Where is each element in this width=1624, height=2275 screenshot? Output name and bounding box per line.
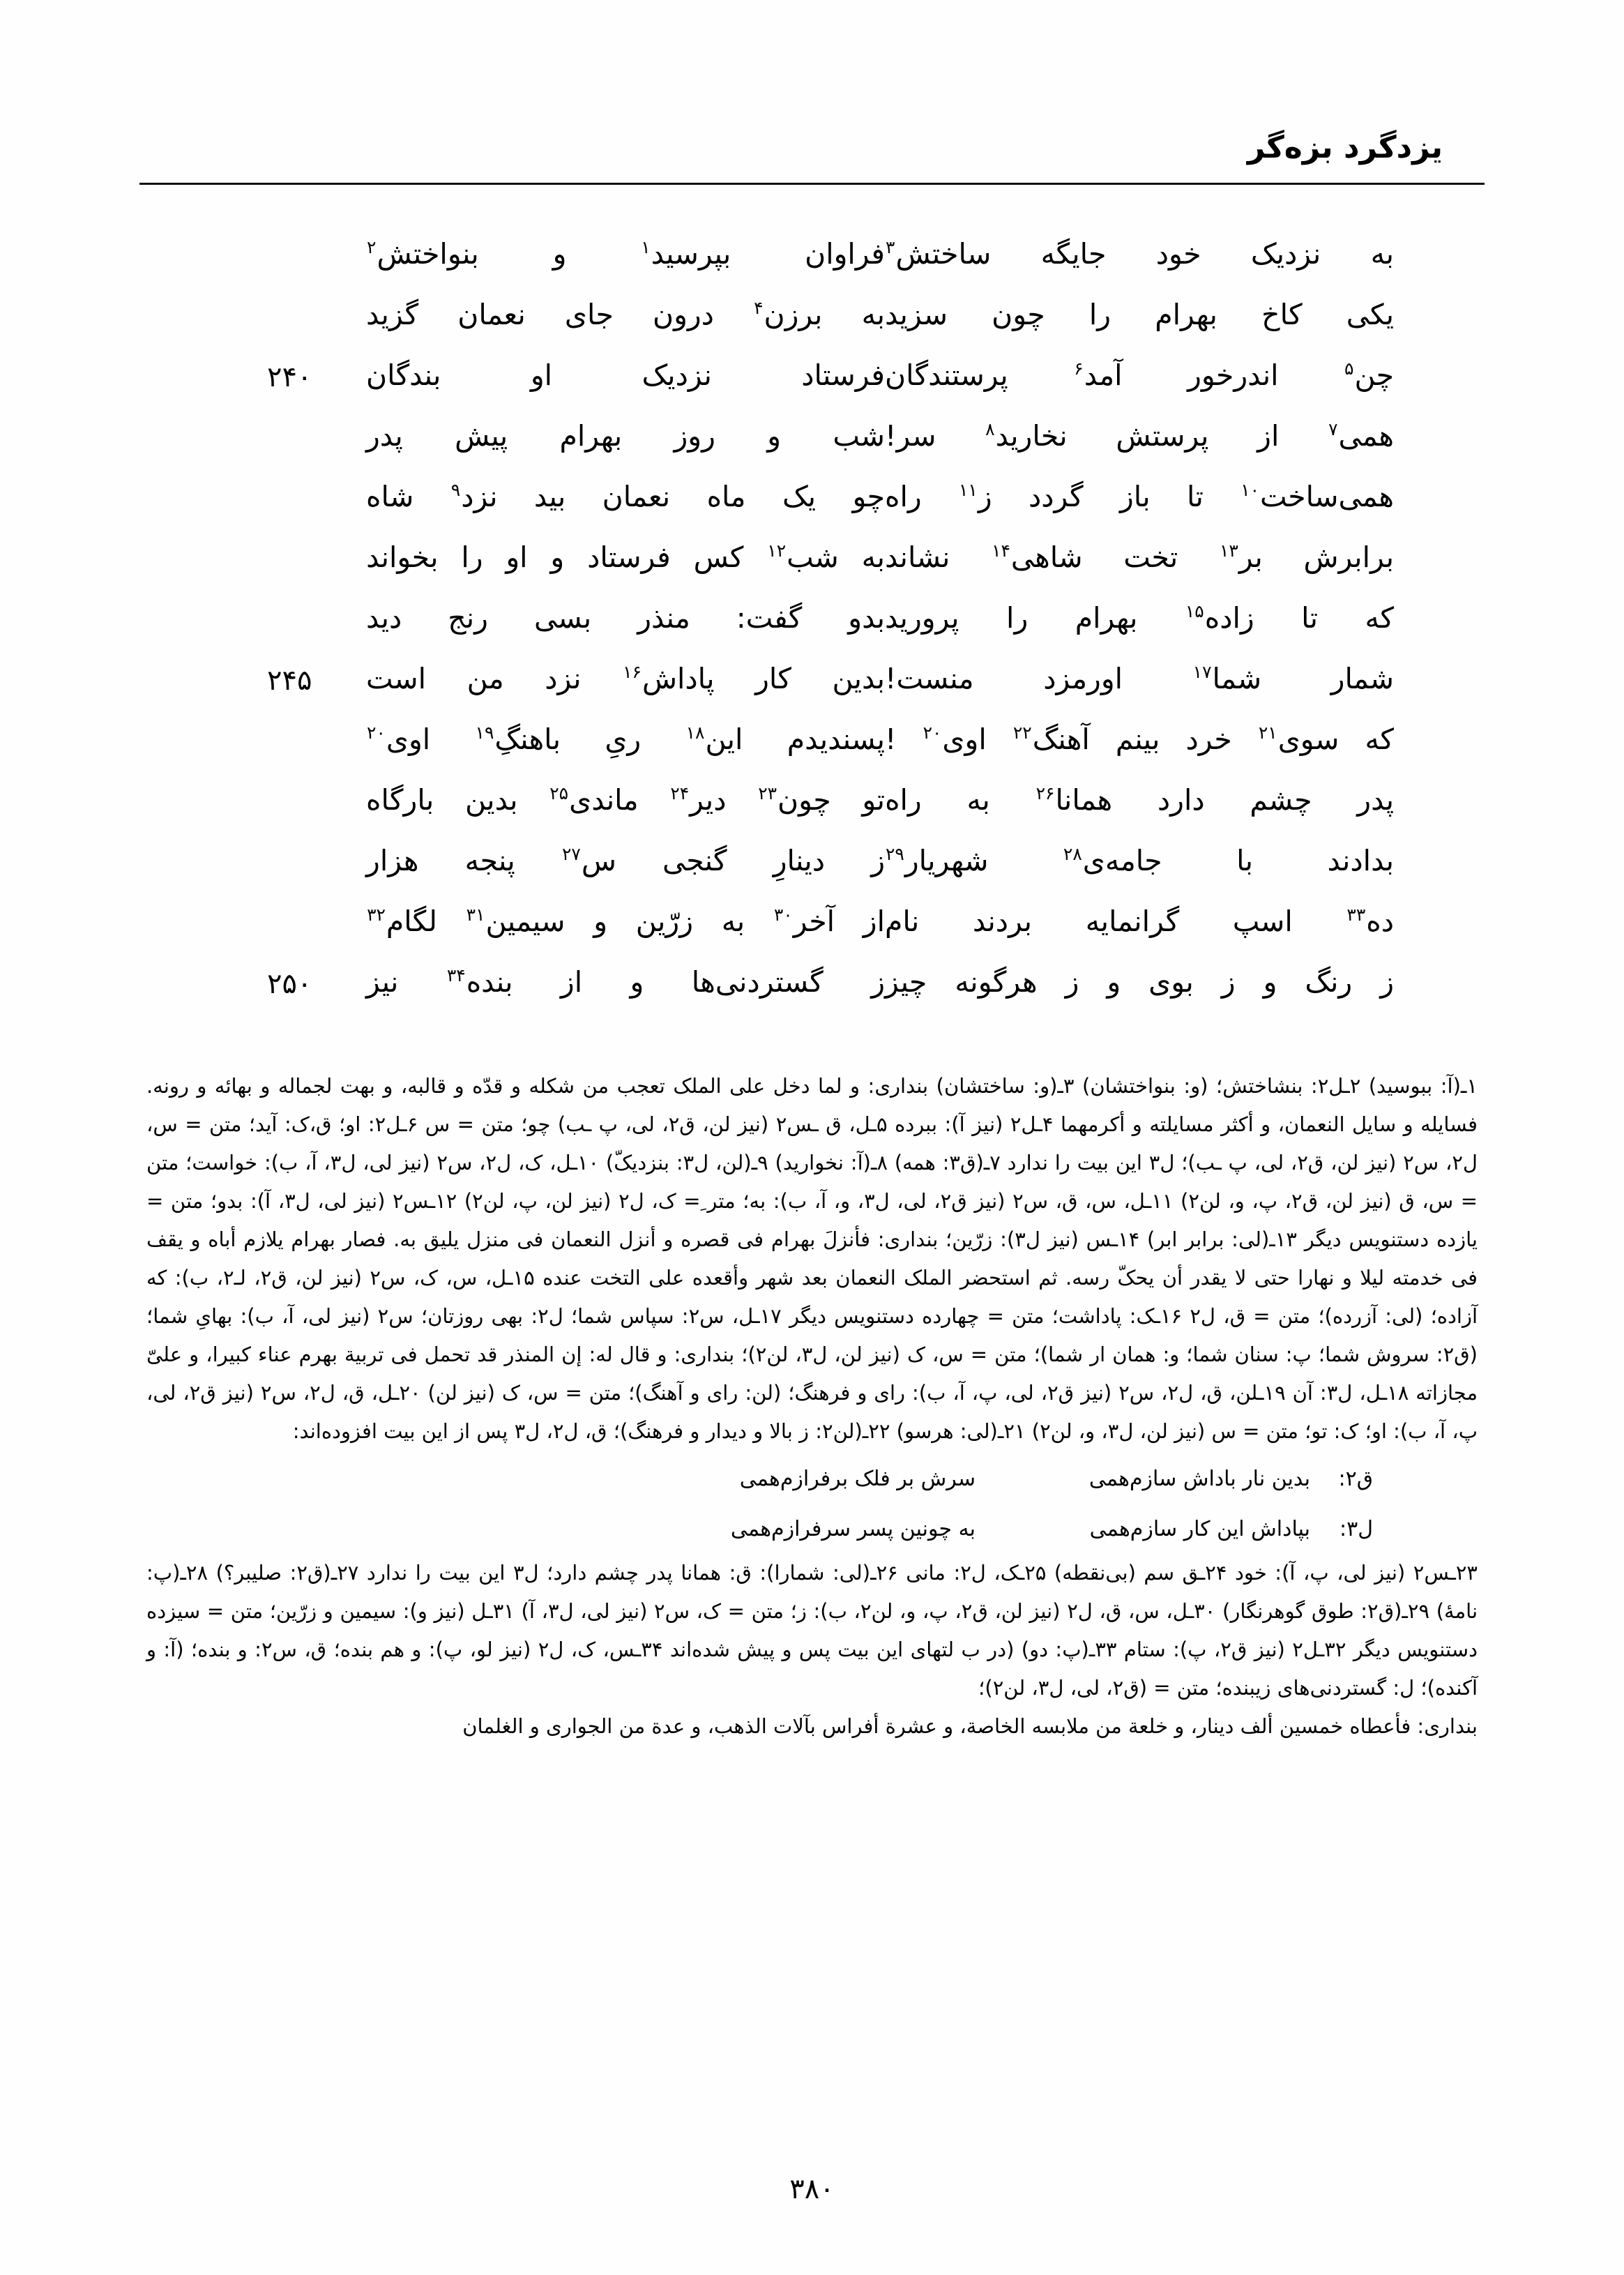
footnote-marker: ۱۴ bbox=[992, 541, 1010, 561]
verse-word: چشم bbox=[1250, 783, 1312, 817]
verse-word: تا bbox=[1301, 601, 1319, 635]
header-rule bbox=[139, 183, 1485, 185]
verse-word: و bbox=[593, 905, 608, 938]
verse-word: باهنگِ$^{۱۹}$ bbox=[475, 723, 561, 756]
verse-number bbox=[257, 776, 341, 786]
verse-word: ساختش$^۳$ bbox=[886, 237, 992, 271]
verse-word: نزد bbox=[545, 662, 582, 695]
hemistich-right bbox=[341, 412, 885, 453]
verse-word: چون$^{۲۳}$ bbox=[758, 783, 831, 817]
verse-number: ۲۴۵ bbox=[267, 665, 312, 697]
verse-word: و bbox=[1107, 965, 1121, 999]
verse-word: و bbox=[1263, 965, 1277, 999]
verse-word: بر$^{۱۳}$ bbox=[1219, 541, 1263, 574]
verse-word: بپرسید$^۱$ bbox=[641, 237, 731, 271]
manuscript-siglum: ل۳: bbox=[1339, 1517, 1373, 1541]
verse-word: رنگ bbox=[1305, 965, 1353, 999]
hemistich-right bbox=[341, 958, 885, 999]
verse-word: به bbox=[721, 905, 745, 938]
footnote-marker: ۱۱ bbox=[958, 480, 978, 501]
hemistich-left bbox=[885, 837, 1415, 877]
verse-word: را bbox=[1088, 298, 1111, 331]
verse-word: شمار bbox=[1330, 662, 1394, 695]
verse-word: پدر bbox=[1357, 783, 1394, 817]
hemistich-left bbox=[885, 716, 1415, 756]
verse-word: خود bbox=[1155, 237, 1201, 271]
verse-number: ۲۵۰ bbox=[267, 968, 312, 1000]
footnote-marker: ۲۷ bbox=[561, 844, 581, 865]
verse-word: پنجه bbox=[464, 844, 515, 877]
verse-word: و bbox=[552, 237, 567, 271]
verse-word: اندرخور bbox=[1187, 358, 1279, 392]
hemistich-right bbox=[341, 473, 885, 513]
footnote-marker: ۶ bbox=[1074, 358, 1084, 379]
verse-word: خرد bbox=[1185, 723, 1232, 756]
footnote-marker: ۱۶ bbox=[623, 662, 642, 683]
verse-word: شهریار$^{۲۹}$ bbox=[886, 844, 989, 877]
hemistich-right bbox=[341, 594, 885, 635]
hemistich-right bbox=[341, 534, 885, 574]
footnote-marker: ۹ bbox=[450, 480, 461, 501]
verse-line bbox=[209, 534, 1415, 594]
verse-number bbox=[257, 412, 341, 422]
hemistich-left bbox=[885, 473, 1415, 513]
verse-word: بهرام bbox=[1155, 298, 1217, 331]
hemistich-left bbox=[885, 534, 1415, 574]
footnote-marker: ۴ bbox=[754, 298, 764, 319]
verse-word: آخر$^{۳۰}$ bbox=[773, 905, 835, 938]
verse-word: اسپ bbox=[1232, 905, 1293, 938]
verse-word: روز bbox=[674, 419, 715, 453]
verse-word: چو bbox=[852, 480, 885, 513]
verse-word: زاده$^{۱۵}$ bbox=[1185, 601, 1254, 635]
verse-word: شما$^{۱۷}$ bbox=[1192, 662, 1262, 695]
verse-word: تخت bbox=[1123, 541, 1178, 574]
verse-word: دیر$^{۲۴}$ bbox=[670, 783, 727, 817]
verse-word: از bbox=[863, 905, 885, 938]
verse-word: منذر bbox=[637, 601, 690, 635]
verse-word: ز bbox=[1380, 965, 1394, 999]
verse-word: گرانمایه bbox=[1085, 905, 1180, 938]
footnote-marker: ۸ bbox=[985, 419, 995, 440]
verse-word: همی$^۷$ bbox=[1328, 419, 1394, 453]
verse-number bbox=[257, 291, 341, 301]
running-header bbox=[139, 130, 1485, 195]
verse-word: آمد$^۶$ bbox=[1074, 358, 1123, 392]
footnote-marker: ۲ bbox=[367, 237, 377, 258]
verse-word: نعمان bbox=[457, 298, 526, 331]
verse-line bbox=[209, 594, 1415, 655]
verse-word: باز bbox=[1119, 480, 1151, 513]
inserted-hemistich-first: بدین نار باداش سازم‌همی bbox=[1088, 1467, 1310, 1491]
inserted-hemistich-second: سرش بر فلک برفرازم‌همی bbox=[739, 1467, 976, 1491]
verse-word: چون bbox=[992, 298, 1045, 331]
verse-word: پدر bbox=[366, 419, 403, 453]
footnote-marker: ۲۶ bbox=[1035, 783, 1055, 804]
verse-word: یکی bbox=[1346, 298, 1394, 331]
verse-word: او bbox=[530, 358, 553, 392]
verse-word: و bbox=[550, 541, 565, 574]
verse-word: و bbox=[767, 419, 782, 453]
verse-word: ز bbox=[1221, 965, 1236, 999]
verse-word: است bbox=[366, 662, 427, 695]
verse-number bbox=[257, 837, 341, 847]
verse-word: رنج bbox=[448, 601, 488, 635]
verse-word: لگام$^{۳۲}$ bbox=[367, 905, 437, 938]
page-number: ۳۸۰ bbox=[789, 2173, 835, 2205]
verse-word: را bbox=[461, 541, 483, 574]
verse-word: ! bbox=[885, 723, 897, 756]
inserted-verse-line bbox=[146, 1458, 1478, 1501]
verse-word: به bbox=[861, 298, 885, 331]
hemistich-right bbox=[341, 230, 885, 271]
verse-word: نزدیک bbox=[642, 358, 712, 392]
verse-word: برزن$^۴$ bbox=[754, 298, 823, 331]
footnote-marker: ۳۲ bbox=[367, 905, 386, 925]
hemistich-left bbox=[885, 594, 1415, 635]
verse-word: اوی$^{۲۰}$ bbox=[367, 723, 431, 756]
apparatus-criticus bbox=[146, 1067, 1478, 1746]
verse-number: ۲۴۰ bbox=[267, 361, 312, 393]
verse-word: گستردنی‌ها bbox=[691, 965, 824, 999]
verse-word: کاخ bbox=[1261, 298, 1303, 331]
verse-line bbox=[209, 716, 1415, 776]
verse-line bbox=[209, 776, 1415, 837]
hemistich-left bbox=[885, 291, 1415, 331]
verse-word: این$^{۱۸}$ bbox=[685, 723, 743, 756]
footnote-marker: ۱۲ bbox=[767, 541, 787, 561]
footnote-marker: ۱۸ bbox=[685, 723, 705, 743]
verse-word: نزدیک bbox=[1250, 237, 1321, 271]
verse-word: بوی bbox=[1148, 965, 1194, 999]
verse-word: زرّین bbox=[635, 905, 694, 938]
chapter-title: یزدگرد بزه‌گر bbox=[1247, 130, 1443, 165]
hemistich-right bbox=[341, 655, 885, 695]
verse-word: گفت: bbox=[736, 601, 803, 635]
verse-word: شب$^{۱۲}$ bbox=[767, 541, 839, 574]
verse-word: بهرام bbox=[1075, 601, 1138, 635]
hemistich-left bbox=[885, 655, 1415, 695]
verse-number bbox=[257, 898, 341, 907]
footnote-marker: ۲۹ bbox=[886, 844, 904, 865]
verse-number bbox=[257, 534, 341, 543]
hemistich-right bbox=[341, 716, 885, 756]
verse-word: نشاند bbox=[885, 541, 950, 574]
verse-word: دینارِ bbox=[773, 844, 826, 877]
inserted-verse-line bbox=[146, 1508, 1478, 1551]
verse-word: نیز bbox=[366, 965, 399, 999]
footnote-marker: ۱۷ bbox=[1192, 662, 1212, 683]
verse-word: بینم bbox=[1115, 723, 1160, 756]
footnote-marker: ۲۳ bbox=[758, 783, 777, 804]
verse-word: ز bbox=[1065, 965, 1079, 999]
footnote-marker: ۳ bbox=[886, 237, 895, 258]
footnote-marker: ۲۰ bbox=[923, 723, 942, 743]
verse-word: همانا$^{۲۶}$ bbox=[1035, 783, 1113, 817]
verse-word: بخواند bbox=[366, 541, 439, 574]
verse-word: از bbox=[1257, 419, 1280, 453]
footnote-marker: ۱۵ bbox=[1185, 601, 1204, 622]
verse-word: بسی bbox=[534, 601, 592, 635]
apparatus-paragraph: بنداری: فأعطاه خمسین ألف دینار، و خلعة من ملابسه الخاصة، و عشرة أفراس بآلات الذهب، و عدة من الجواری و الغلمان bbox=[462, 1714, 1478, 1738]
verse-word: بید bbox=[533, 480, 566, 513]
verse-word: نزد$^۹$ bbox=[450, 480, 498, 513]
footnote-marker: ۱۰ bbox=[1240, 480, 1260, 501]
verse-word: پاداش$^{۱۶}$ bbox=[623, 662, 715, 695]
hemistich-right bbox=[341, 291, 885, 331]
verse-word: بدین bbox=[464, 783, 518, 817]
footnote-marker: ۷ bbox=[1328, 419, 1338, 440]
verse-word: دارد bbox=[1157, 783, 1205, 817]
footnote-marker: ۳۰ bbox=[773, 905, 793, 925]
verse-line bbox=[209, 898, 1415, 958]
verse-word: منست! bbox=[885, 662, 974, 695]
hemistich-left bbox=[885, 898, 1415, 938]
verse-number bbox=[257, 230, 341, 240]
verse-word: نخارید$^۸$ bbox=[985, 419, 1068, 453]
footnote-marker: ۲۰ bbox=[367, 723, 386, 743]
hemistich-right bbox=[341, 898, 885, 938]
footnote-marker: ۲۲ bbox=[1012, 723, 1032, 743]
verse-word: سیمین$^{۳۱}$ bbox=[466, 905, 566, 938]
footnote-marker: ۱۳ bbox=[1219, 541, 1238, 561]
verse-word: شاه bbox=[366, 480, 414, 513]
verse-word: بهرام bbox=[559, 419, 623, 453]
verse-line bbox=[209, 352, 1415, 412]
footnote-marker: ۳۴ bbox=[446, 965, 466, 986]
verse-word: اورمزد bbox=[1043, 662, 1123, 695]
verse-word: بردند bbox=[972, 905, 1033, 938]
verse-word: به bbox=[966, 783, 990, 817]
verse-word: بندگان bbox=[366, 358, 441, 392]
verse-word: هرگونه bbox=[955, 965, 1038, 999]
verse-word: چن$^۵$ bbox=[1344, 358, 1394, 392]
verse-number bbox=[257, 473, 341, 483]
hemistich-left bbox=[885, 776, 1415, 817]
verse-word: فرستاد bbox=[587, 541, 671, 574]
verse-word: جایگه bbox=[1040, 237, 1107, 271]
verse-word: پسندیدم bbox=[787, 723, 885, 756]
apparatus-paragraph: ۲۳ـس۲ (نیز لی، پ، آ): خود ۲۴ـق سم (بی‌نقطه) ۲۵ـک، ل۲: مانی ۲۶ـ(لی: شمارا): ق: همانا پدر چشم دارد؛ ل۳ این بیت را ندارد ۲۷ـ(ق۲: صلیبر؟) ۲۸ـ(پ: نامهٔ) ۲۹ـ(ق۲: طوق گوهرنگار) ۳۰ـل، س، ق، ل۲ (نیز لن، ق۲، پ، و، لن۲، ب): ز؛ متن = ک، س۲ (نیز لی، ل۳، آ) ۳۱ـل (نیز و): سیمین و زرّین؛ متن = سیزده دستنویس دیگر ۳۲ـل۲ (نیز ق۲، پ): ستام ۳۳ـ(پ: دو) (در ب لتهای این بیت پس و پیش شده‌اند ۳۴ـس، ک، ل۲ (نیز لو، پ): و هم بنده؛ ق، س۲: و بنده؛ (آ: و آکنده)؛ ل: گستردنی‌های زیبنده؛ متن = (ق۲، لی، ل۳، لن۲)؛ bbox=[146, 1561, 1478, 1700]
verse-word: بنده$^{۳۴}$ bbox=[446, 965, 513, 999]
verse-line bbox=[209, 655, 1415, 716]
hemistich-left bbox=[885, 412, 1415, 453]
verse-word: فراوان bbox=[805, 237, 885, 271]
verse-word: ماندی$^{۲۵}$ bbox=[549, 783, 639, 817]
verse-word: ز$^{۱۱}$ bbox=[958, 480, 992, 513]
verse-word: من bbox=[466, 662, 504, 695]
verse-word: تا bbox=[1186, 480, 1204, 513]
hemistich-right bbox=[341, 352, 885, 392]
hemistich-right bbox=[341, 776, 885, 817]
verse-word: بنواختش$^۲$ bbox=[367, 237, 479, 271]
verse-word: که bbox=[1365, 601, 1394, 635]
verse-word: کار bbox=[755, 662, 791, 695]
verse-word: و bbox=[630, 965, 644, 999]
verse-word: بدادند bbox=[1327, 844, 1394, 877]
verse-word: ز bbox=[871, 844, 885, 877]
verse-line bbox=[209, 230, 1415, 291]
verse-word: بدین bbox=[832, 662, 885, 695]
verse-word: هزار bbox=[366, 844, 419, 877]
inserted-hemistich-first: بپاداش این کار سازم‌همی bbox=[1089, 1517, 1310, 1541]
verse-word: برابرش bbox=[1303, 541, 1394, 574]
verse-word: ز bbox=[871, 965, 885, 999]
verse-word: جای bbox=[564, 298, 614, 331]
hemistich-left bbox=[885, 230, 1415, 271]
verse-word: او bbox=[506, 541, 528, 574]
verse-word: شاهی$^{۱۴}$ bbox=[992, 541, 1083, 574]
footnote-marker: ۳۳ bbox=[1346, 905, 1366, 925]
verse-word: آهنگ$^{۲۲}$ bbox=[1012, 723, 1090, 756]
verse-word: ده$^{۳۳}$ bbox=[1346, 905, 1394, 938]
footnote-marker: ۱ bbox=[641, 237, 651, 258]
verse-line bbox=[209, 291, 1415, 352]
footnote-marker: ۲۴ bbox=[670, 783, 690, 804]
verse-word: بارگاه bbox=[366, 783, 434, 817]
apparatus-paragraph: ۱ـ(آ: ببوسید) ۲ـل۲: بنشاختش؛ (و: بنواختشان) ۳ـ(و: ساختشان) بنداری: و لما دخل علی الملک تعجب من شکله و قدّه و قالبه، و بهت لجماله و بهائه و رونه. فسایله و سایل النعمان، و أکثر مسایلته و أکرمهما ۴ـل۲ (نیز آ): ببرده ۵ـل، ق ـس۲ (نیز لن، ق۲، لی، پ ـب) چو؛ متن = س ۶ـل۲: او؛ ق،ک: آید؛ متن = س، ل۲، س۲ (نیز لن، ق۲، لی، پ ـب)؛ ل۳ این بیت را ندارد ۷ـ(ق۳: همه) ۸ـ(آ: نخوارید) ۹ـ(لن، ل۳: بنزدیکّ) ۱۰ـل، ک، ل۲، س۲ (نیز لی، ل۳، آ، ب): خواست؛ متن = س، ق (نیز لن، ق۲، پ، و، لن۲) ۱۱ـل، س، ق، س۲ (نیز ق۲، لی، ل۳، و، آ، ب): به؛ متر ِ= ک، ل۲ (نیز لن، پ، لن۲) ۱۲ـس۲ (نیز لی، ل۳، آ): بدو؛ متن = یازده دستنویس دیگر ۱۳ـ(لی: برابر ابر) ۱۴ـس (نیز ل۳): زرّین؛ بنداری: فأنزلَ بهرام فی قصره و أنزل النعمان فی منزل یلیق به. فصار بهرام یلازم أباه و یقف فی خدمته لیلا و نهارا حتی لا یقدر أن یحکّ رسه. ثم استحضر الملک النعمان بعد شهر وأقعده علی التخت عنده ۱۵ـل، س، ک، س۲ (نیز لن، ق۲، لـ۲، ب): که آزاده؛ (لی: آزرده)؛ متن = ق، ل۲ ۱۶ـک: پاداشت؛ متن = چهارده دستنویس دیگر ۱۷ـل، س۲: سپاس شما؛ ل۲: بهی روزتان؛ س۲ (نیز لی، آ، ب): بهاىِ شما؛ (ق۲: سروش شما؛ پ: سنان شما؛ و: همان ار شما)؛ متن = س، ک (نیز لن، ل۳، لن۲)؛ بنداری: و قال له: إن المنذر قد تحمل فی تربیة بهرم عناء کبیرا، و علیّ مجازاته ۱۸ـل، ل۳: آن ۱۹ـلن، ق، ل۲، س۲ (نیز ق۲، لی، پ، آ، ب): رای و فرهنگ؛ (لن: رای و آهنگ)؛ متن = س، ک (نیز لن) ۲۰ـل، ق، ل۲، س۲ (نیز ق۲، لی، پ، آ، ب): او؛ ک: تو؛ متن = س (نیز لن، ل۳، و، لن۲) ۲۱ـ(لی: هرسو) ۲۲ـ(لن۲: ز بالا و دیدار و فرهنگ)؛ ق، ل۲، ل۳ پس از این بیت افزوده‌اند: bbox=[146, 1074, 1478, 1443]
footnote-marker: ۵ bbox=[1344, 358, 1354, 379]
verse-word: راه bbox=[885, 783, 922, 817]
hemistich-right bbox=[341, 837, 885, 877]
footnote-marker: ۳۱ bbox=[466, 905, 485, 925]
verse-word: سوی$^{۲۱}$ bbox=[1258, 723, 1340, 756]
verse-word: بدو bbox=[848, 601, 885, 635]
verse-word: شب bbox=[833, 419, 885, 453]
verse-word: همی‌ساخت$^{۱۰}$ bbox=[1240, 480, 1394, 513]
verse-line bbox=[209, 473, 1415, 534]
footnote-marker: ۲۵ bbox=[549, 783, 569, 804]
verse-word: درون bbox=[652, 298, 714, 331]
verse-word: از bbox=[560, 965, 583, 999]
verse-word: یک bbox=[782, 480, 817, 513]
verse-word: گردد bbox=[1028, 480, 1084, 513]
verse-word: که bbox=[1365, 723, 1394, 756]
verse-word: چیز bbox=[885, 965, 927, 999]
verse-word: دید bbox=[366, 601, 402, 635]
verse-word: پرستندگان bbox=[885, 358, 1008, 392]
verse-word: نعمان bbox=[602, 480, 671, 513]
verse-number bbox=[257, 594, 341, 604]
verse-word: گزید bbox=[366, 298, 419, 331]
footnote-marker: ۲۸ bbox=[1063, 844, 1082, 865]
inserted-hemistich-second: به چونین پسر سرفرازم‌همی bbox=[730, 1517, 976, 1541]
verse-word: به bbox=[1370, 237, 1394, 271]
hemistich-left bbox=[885, 352, 1415, 392]
verse-word: س$^{۲۷}$ bbox=[561, 844, 616, 877]
verse-word: سزید bbox=[885, 298, 948, 331]
verse-block bbox=[209, 230, 1415, 1019]
verse-number bbox=[257, 716, 341, 725]
verse-word: راه bbox=[885, 480, 922, 513]
footnote-marker: ۲۱ bbox=[1258, 723, 1277, 743]
hemistich-left bbox=[885, 958, 1415, 999]
verse-word: نام bbox=[885, 905, 920, 938]
verse-word: فرستاد bbox=[801, 358, 885, 392]
verse-word: اوی$^{۲۰}$ bbox=[923, 723, 987, 756]
verse-word: سر! bbox=[885, 419, 936, 453]
footnote-marker: ۱۹ bbox=[475, 723, 494, 743]
verse-line bbox=[209, 958, 1415, 1019]
verse-word: کس bbox=[693, 541, 744, 574]
verse-line bbox=[209, 837, 1415, 898]
manuscript-siglum: ق۲: bbox=[1338, 1467, 1373, 1491]
verse-word: ماه bbox=[706, 480, 746, 513]
verse-line bbox=[209, 412, 1415, 473]
verse-word: گنجی bbox=[662, 844, 727, 877]
verse-word: پرورید bbox=[885, 601, 959, 635]
verse-word: را bbox=[1006, 601, 1029, 635]
verse-word: پرستش bbox=[1116, 419, 1209, 453]
verse-word: با bbox=[1236, 844, 1254, 877]
verse-word: پیش bbox=[455, 419, 508, 453]
verse-word: جامه‌ی$^{۲۸}$ bbox=[1063, 844, 1162, 877]
verse-word: تو bbox=[862, 783, 885, 817]
verse-word: به bbox=[861, 541, 885, 574]
verse-word: رىِ bbox=[605, 723, 642, 756]
